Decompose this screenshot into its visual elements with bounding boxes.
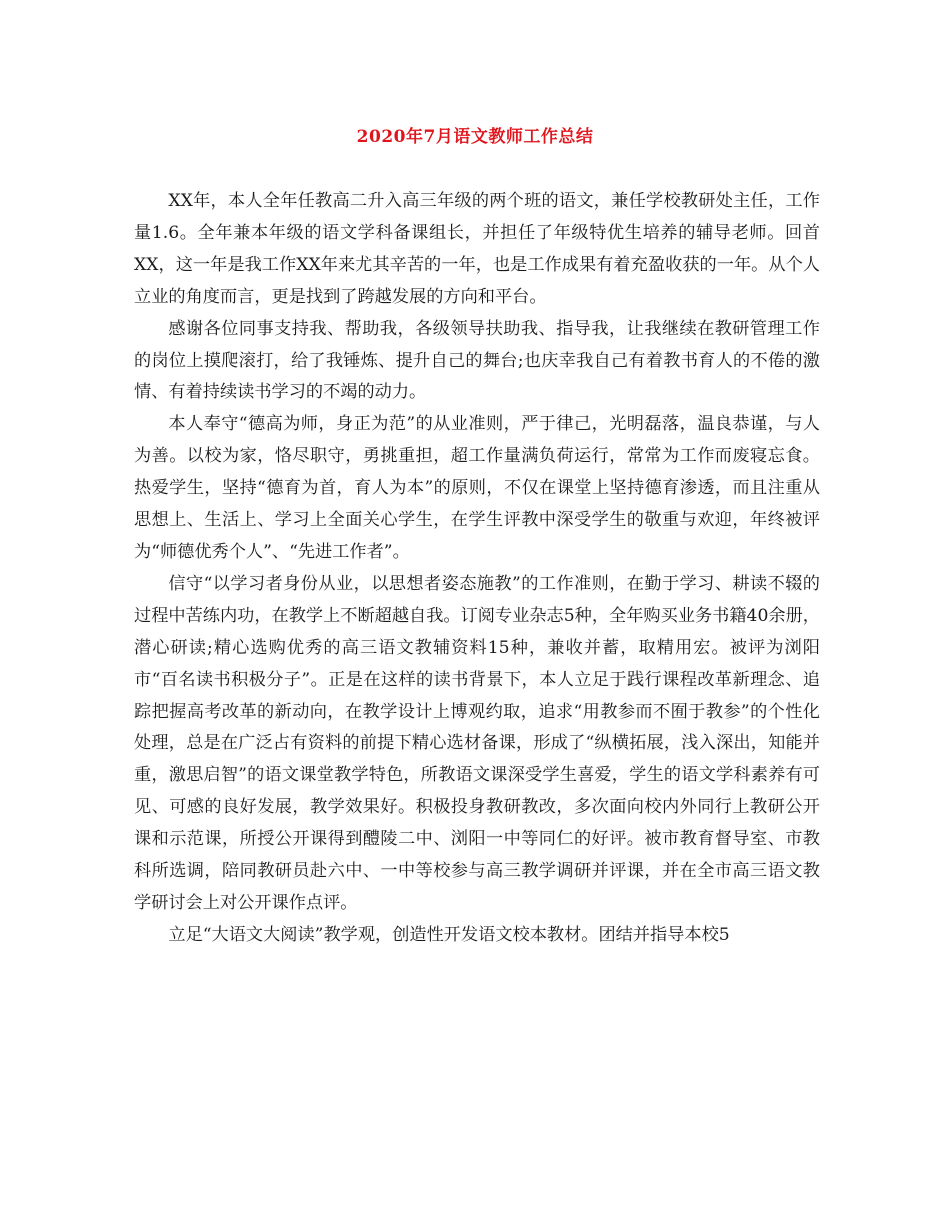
paragraph-2: 感谢各位同事支持我、帮助我，各级领导扶助我、指导我，让我继续在教研管理工作的岗位上摸爬滚打，给了我锤炼、提升自己的舞台;也庆幸我自己有着教书育人的不倦的激情、有着持续读书学习的不竭的动力。 <box>134 318 820 403</box>
document-body <box>134 186 820 952</box>
paragraph-4: 信守“以学习者身份从业，以思想者姿态施教”的工作准则，在勤于学习、耕读不辍的过程中苦练内功，在教学上不断超越自我。订阅专业杂志5种，全年购买业务书籍40余册，潜心研读;精心选购优秀的高三语文教辅资料15种，兼收并蓄，取精用宏。被评为浏阳市“百名读书积极分子”。正是在这样的读书背景下，本人立足于践行课程改革新理念、追踪把握高考改革的新动向，在教学设计上博观约取，追求“用教参而不囿于教参”的个性化处理，总是在广泛占有资料的前提下精心选材备课，形成了“纵横拓展，浅入深出，知能并重，激思启智”的语文课堂教学特色，所教语文课深受学生喜爱，学生的语文学科素养有可见、可感的良好发展，教学效果好。积极投身教研教改，多次面向校内外同行上教研公开课和示范课，所授公开课得到醴陵二中、浏阳一中等同仁的好评。被市教育督导室、市教科所选调，陪同教研员赴六中、一中等校参与高三教学调研并评课，并在全市高三语文教学研讨会上对公开课作点评。 <box>134 573 820 913</box>
paragraph-1: XX年，本人全年任教高二升入高三年级的两个班的语文，兼任学校教研处主任，工作量1.6。全年兼本年级的语文学科备课组长，并担任了年级特优生培养的辅导老师。回首XX，这一年是我工作XX年来尤其辛苦的一年，也是工作成果有着充盈收获的一年。从个人立业的角度而言，更是找到了跨越发展的方向和平台。 <box>134 191 820 307</box>
document-title: 2020年7月语文教师工作总结 <box>356 127 594 147</box>
paragraph-5: 立足“大语文大阅读”教学观，创造性开发语文校本教材。团结并指导本校5 <box>168 924 730 945</box>
paragraph-3: 本人奉守“德高为师，身正为范”的从业准则，严于律己，光明磊落，温良恭谨，与人为善。以校为家，恪尽职守，勇挑重担，超工作量满负荷运行，常常为工作而废寝忘食。热爱学生，坚持“德育为首，育人为本”的原则，不仅在课堂上坚持德育渗透，而且注重从思想上、生活上、学习上全面关心学生，在学生评教中深受学生的敬重与欢迎，年终被评为“师德优秀个人”、“先进工作者”。 <box>134 414 820 562</box>
